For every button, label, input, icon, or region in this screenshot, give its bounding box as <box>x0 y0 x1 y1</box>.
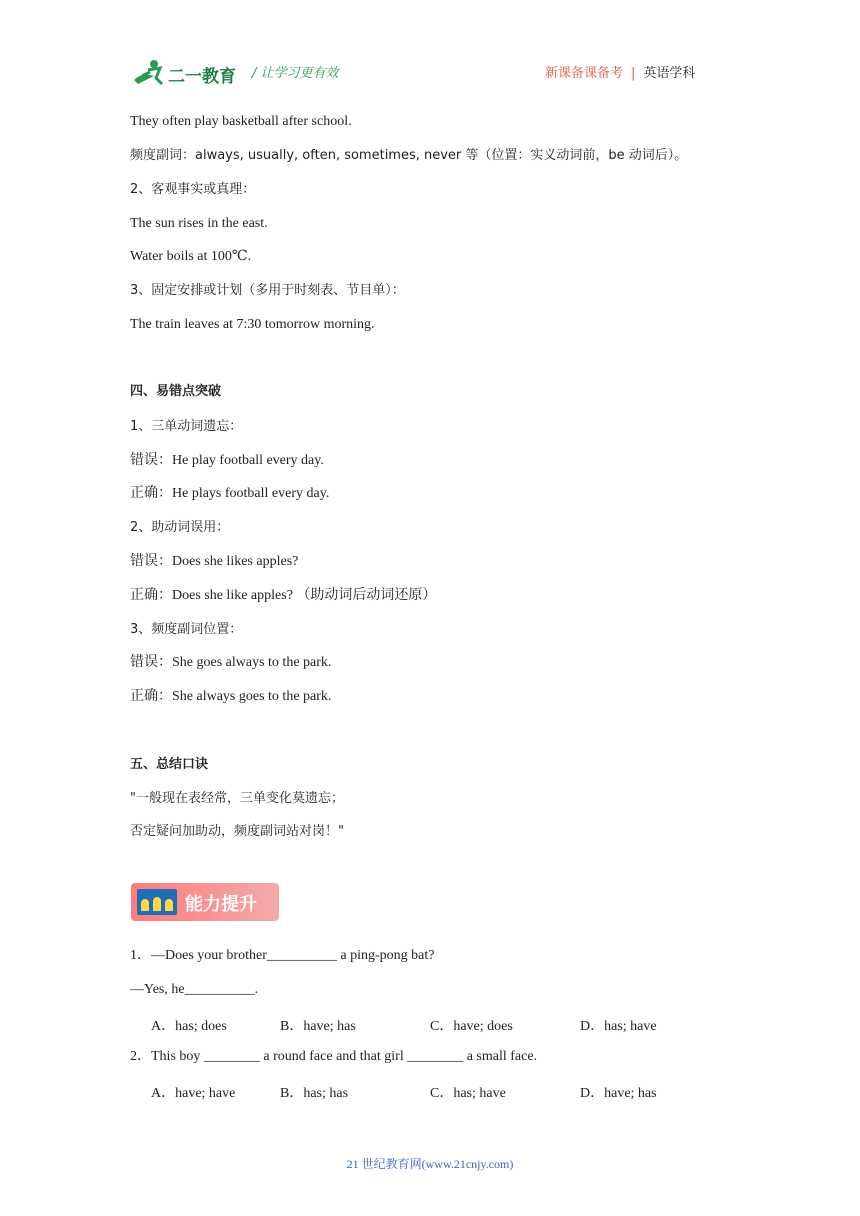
text-line: 正确：Does she like apples? （助动词后动词还原） <box>130 588 437 603</box>
text-line: 2、助动词误用： <box>130 520 230 535</box>
option-c: C．has; have <box>430 1086 506 1101</box>
slogan: / 让学习更有效 <box>252 66 339 81</box>
option-a: A．has; does <box>151 1019 227 1034</box>
header-right-tag: 英语学科 <box>643 66 696 81</box>
text-line: They often play basketball after school. <box>130 114 352 129</box>
text-line: 错误：She goes always to the park. <box>130 655 332 670</box>
text-line: 1、三单动词遗忘： <box>130 419 243 434</box>
text-line: 3、频度副词位置： <box>130 622 243 637</box>
option-b: B．has; has <box>280 1086 349 1101</box>
option-a: A．have; have <box>151 1086 236 1101</box>
people-icon <box>137 889 177 915</box>
option-c: C．have; does <box>430 1019 513 1034</box>
text-line: 否定疑问加助动，频度副词站对岗！" <box>130 824 344 839</box>
question-stem: 2．This boy ________ a round face and that girl ________ a small face. <box>130 1049 538 1064</box>
section-title: 五、总结口诀 <box>130 757 209 772</box>
text-line: 正确：She always goes to the park. <box>130 689 332 704</box>
ability-badge <box>131 883 279 921</box>
logo <box>132 58 242 88</box>
header-separator: | <box>631 66 636 81</box>
text-line: Water boils at 100℃. <box>130 249 252 264</box>
text-line: 错误：He play football every day. <box>130 453 324 468</box>
footer-link[interactable]: 21 世纪教育网(www.21cnjy.com) <box>346 1157 514 1171</box>
section-title: 四、易错点突破 <box>130 384 222 399</box>
text-line: 正确：He plays football every day. <box>130 486 330 501</box>
question-stem: —Yes, he__________. <box>130 982 259 997</box>
logo-text: 二一教育 <box>168 67 236 87</box>
header-left-tag: 新课备课备考 <box>545 66 624 81</box>
text-line: The sun rises in the east. <box>130 216 268 231</box>
text-line: 错误：Does she likes apples? <box>130 554 299 569</box>
option-d: D．has; have <box>580 1019 657 1034</box>
text-line: 频度副词：always, usually, often, sometimes, never 等（位置：实义动词前，be 动词后）。 <box>130 148 688 163</box>
text-line: "一般现在表经常，三单变化莫遗忘； <box>130 791 344 806</box>
badge-label: 能力提升 <box>185 894 257 915</box>
option-b: B．have; has <box>280 1019 356 1034</box>
question-stem: 1．—Does your brother__________ a ping-pong bat? <box>130 948 435 963</box>
text-line: 2、客观事实或真理： <box>130 182 256 197</box>
option-d: D．have; has <box>580 1086 657 1101</box>
header-tags <box>545 62 695 81</box>
text-line: The train leaves at 7:30 tomorrow morning. <box>130 317 375 332</box>
text-line: 3、固定安排或计划（多用于时刻表、节目单）： <box>130 283 405 298</box>
